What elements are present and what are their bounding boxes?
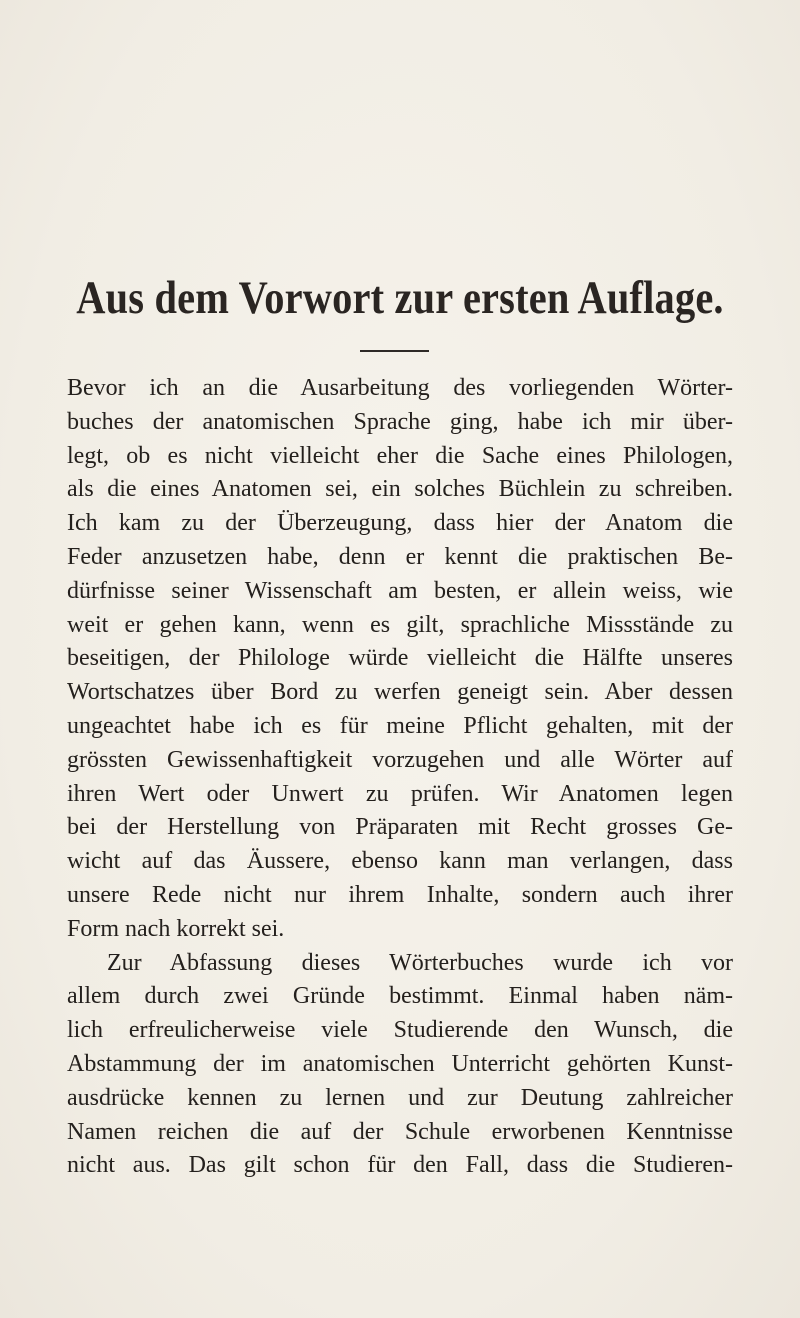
text-line: wicht auf das Äussere, ebenso kann man verlangen, dass <box>67 848 733 875</box>
text-line: Bevor ich an die Ausarbeitung des vorliegenden Wörter- <box>67 375 733 401</box>
text-line: nicht aus. Das gilt schon für den Fall, dass die Studieren- <box>67 1152 733 1179</box>
text-line: buches der anatomischen Sprache ging, habe ich mir über- <box>67 408 733 435</box>
text-line: allem durch zwei Gründe bestimmt. Einmal haben näm- <box>67 983 733 1010</box>
text-line: dürfnisse seiner Wissenschaft am besten, er allein weiss, wie <box>67 577 733 604</box>
text-line: als die eines Anatomen sei, ein solches Büchlein zu schreiben. <box>67 476 733 503</box>
title-divider <box>360 350 429 352</box>
text-line: weit er gehen kann, wenn es gilt, sprachliche Missstände zu <box>67 611 733 638</box>
text-line: Form nach korrekt sei. <box>67 915 285 942</box>
text-line: ihren Wert oder Unwert zu prüfen. Wir Anatomen legen <box>67 780 733 807</box>
text-line: unsere Rede nicht nur ihrem Inhalte, sondern auch ihrer <box>67 881 733 908</box>
text-line: bei der Herstellung von Präparaten mit Recht grosses Ge- <box>67 814 733 841</box>
text-line: grössten Gewissenhaftigkeit vorzugehen und alle Wörter auf <box>67 746 733 773</box>
text-line: Wortschatzes über Bord zu werfen geneigt sein. Aber dessen <box>67 679 733 706</box>
text-line: beseitigen, der Philologe würde vielleicht die Hälfte unseres <box>67 645 733 672</box>
page-title: Aus dem Vorwort zur ersten Auflage. <box>76 272 724 324</box>
body-text <box>67 372 733 1183</box>
text-line: lich erfreulicherweise viele Studierende den Wunsch, die <box>67 1017 733 1044</box>
text-line: Feder anzusetzen habe, denn er kennt die praktischen Be- <box>67 543 733 570</box>
text-line: Zur Abfassung dieses Wörterbuches wurde ich vor <box>107 949 733 976</box>
text-line: Namen reichen die auf der Schule erworbenen Kenntnisse <box>67 1118 733 1145</box>
text-line: ungeachtet habe ich es für meine Pflicht gehalten, mit der <box>67 712 733 739</box>
text-line: legt, ob es nicht vielleicht eher die Sache eines Philologen, <box>67 442 733 469</box>
text-line: Abstammung der im anatomischen Unterricht gehörten Kunst- <box>67 1050 733 1077</box>
text-line: ausdrücke kennen zu lernen und zur Deutung zahlreicher <box>67 1084 733 1111</box>
text-line: Ich kam zu der Überzeugung, dass hier der Anatom die <box>67 510 733 537</box>
